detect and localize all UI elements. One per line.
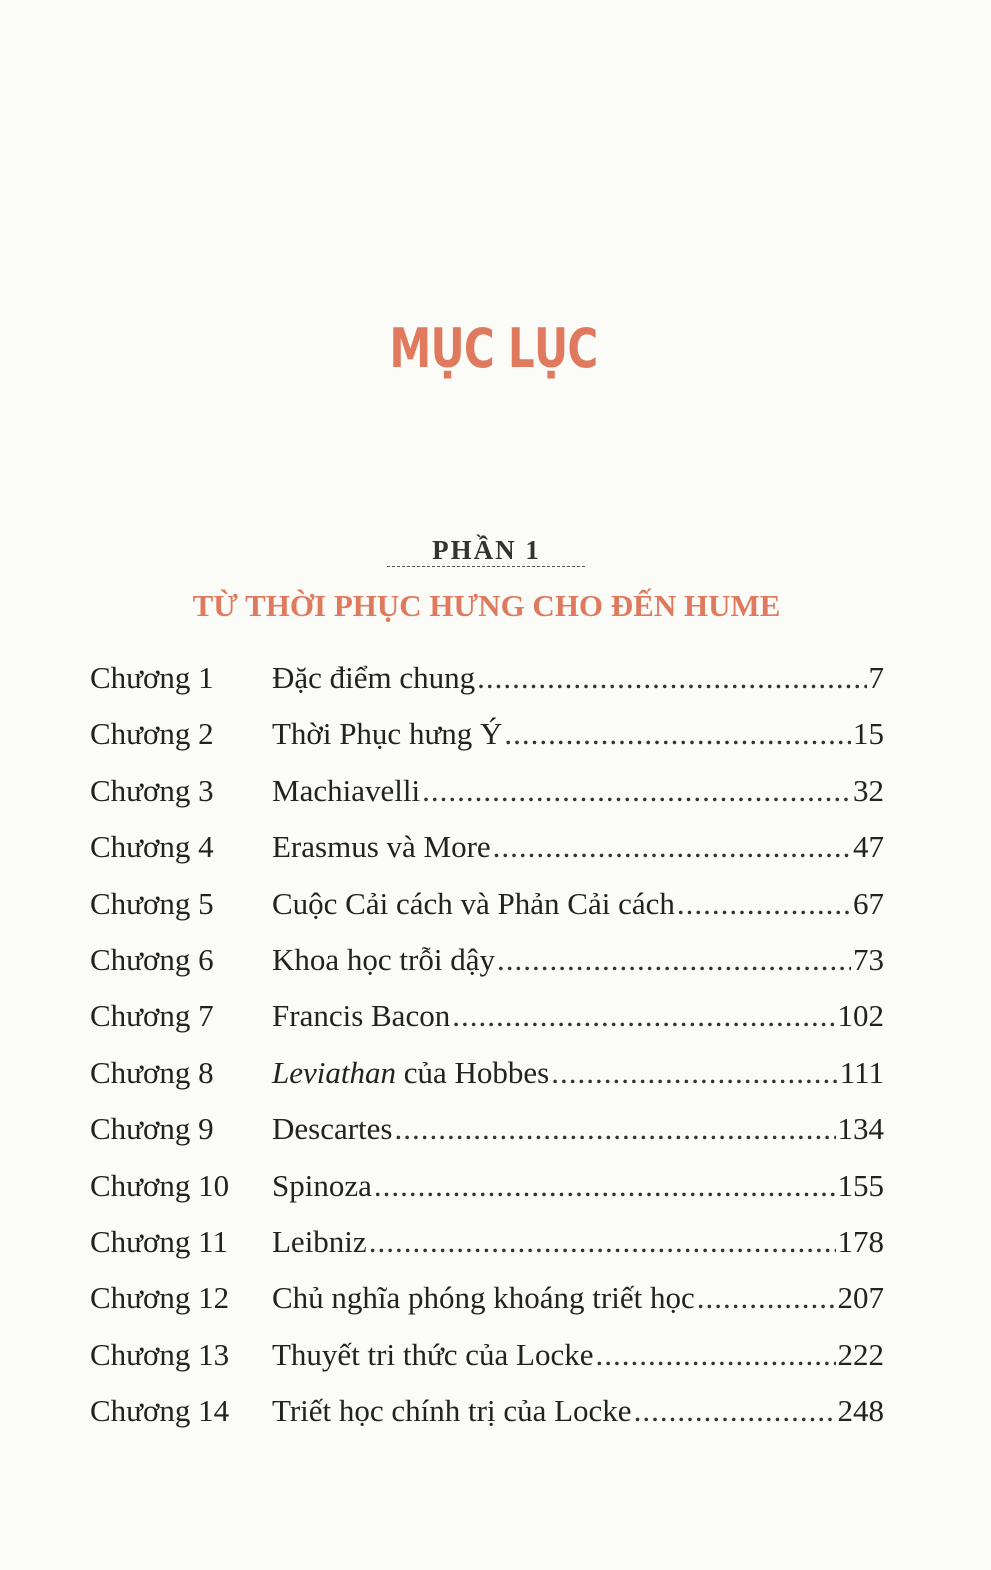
chapter-title — [272, 988, 450, 1044]
chapter-title-text: Thời Phục hưng Ý — [272, 716, 503, 752]
chapter-title — [272, 1270, 695, 1326]
dot-leader — [395, 1101, 836, 1157]
chapter-title — [272, 763, 420, 819]
dot-leader — [697, 1270, 836, 1326]
chapter-page: 178 — [837, 1223, 884, 1259]
chapter-number: Chương 2 — [90, 716, 214, 752]
chapter-title-italic: Leviathan — [272, 1054, 396, 1090]
chapter-number: Chương 12 — [90, 1280, 230, 1316]
chapter-page: 155 — [837, 1167, 884, 1203]
chapter-title-text: Leibniz — [272, 1223, 367, 1259]
part-label: PHẦN 1 — [432, 535, 541, 565]
chapter-number: Chương 1 — [90, 660, 214, 695]
chapter-page: 67 — [853, 885, 884, 921]
dot-leader — [422, 763, 851, 819]
dot-leader — [493, 819, 851, 875]
chapter-title-text: Triết học chính trị của Locke — [272, 1393, 632, 1429]
chapter-title — [272, 1101, 393, 1157]
dot-leader — [596, 1327, 836, 1383]
chapter-page: 222 — [837, 1336, 884, 1372]
chapter-title-text: Chủ nghĩa phóng khoáng triết học — [272, 1280, 695, 1316]
toc-entry[interactable] — [90, 932, 884, 988]
toc-entry[interactable] — [90, 763, 884, 819]
dot-leader — [497, 932, 851, 988]
chapter-title — [272, 1214, 367, 1270]
chapter-title-text: Đặc điểm chung — [272, 660, 476, 695]
chapter-title-text: Khoa học trỗi dậy — [272, 941, 495, 977]
toc-entry[interactable] — [90, 1101, 884, 1157]
chapter-title — [272, 932, 495, 988]
dot-leader — [477, 650, 866, 706]
chapter-title — [272, 819, 491, 875]
toc-entry[interactable] — [90, 1158, 884, 1214]
chapter-title-text: Erasmus và More — [272, 829, 491, 865]
chapter-number: Chương 13 — [90, 1336, 230, 1372]
dot-leader — [504, 706, 851, 762]
dot-leader — [677, 876, 851, 932]
toc-entry[interactable] — [90, 1270, 884, 1326]
chapter-page: 32 — [853, 772, 884, 808]
chapter-number: Chương 14 — [90, 1393, 230, 1429]
toc-entry[interactable] — [90, 876, 884, 932]
toc-entry[interactable] — [90, 819, 884, 875]
chapter-title-text: Machiavelli — [272, 772, 421, 808]
chapter-number: Chương 9 — [90, 1111, 214, 1147]
chapter-number: Chương 3 — [90, 772, 214, 808]
chapter-number: Chương 11 — [90, 1223, 228, 1259]
chapter-number: Chương 5 — [90, 885, 214, 921]
chapter-title — [272, 1383, 632, 1439]
chapter-title — [272, 650, 475, 706]
dot-leader — [634, 1383, 836, 1439]
toc-entry[interactable] — [90, 1383, 884, 1439]
chapter-page: 102 — [837, 998, 884, 1034]
chapter-page: 134 — [837, 1111, 884, 1147]
part-divider — [387, 566, 585, 567]
dot-leader — [452, 988, 835, 1044]
chapter-number: Chương 10 — [90, 1167, 230, 1203]
chapter-title-text: Francis Bacon — [272, 998, 451, 1034]
toc-entry[interactable] — [90, 706, 884, 762]
toc-entry[interactable] — [90, 1045, 884, 1101]
chapter-title — [272, 706, 502, 762]
chapter-page: 207 — [837, 1280, 884, 1316]
chapter-title-text: Cuộc Cải cách và Phản Cải cách — [272, 885, 675, 921]
chapter-number: Chương 7 — [90, 998, 214, 1034]
dot-leader — [369, 1214, 836, 1270]
toc-entry[interactable] — [90, 650, 884, 706]
chapter-page: 7 — [868, 660, 884, 695]
chapter-page: 47 — [853, 829, 884, 865]
dot-leader — [374, 1158, 836, 1214]
chapter-page: 15 — [853, 716, 884, 752]
table-of-contents — [90, 650, 884, 1439]
chapter-number: Chương 6 — [90, 941, 214, 977]
chapter-title-text: Spinoza — [272, 1167, 372, 1203]
chapter-number: Chương 8 — [90, 1054, 214, 1090]
chapter-title-text: Thuyết tri thức của Locke — [272, 1336, 594, 1372]
page-title: MỤC LỤC — [389, 317, 598, 380]
chapter-number: Chương 4 — [90, 829, 214, 865]
chapter-title-text: Descartes — [272, 1111, 393, 1147]
chapter-title — [272, 1045, 549, 1101]
chapter-page: 248 — [837, 1393, 884, 1429]
toc-entry[interactable] — [90, 1214, 884, 1270]
chapter-title-text: của Hobbes — [396, 1054, 550, 1090]
chapter-title — [272, 1158, 372, 1214]
toc-entry[interactable] — [90, 1327, 884, 1383]
part-title: TỪ THỜI PHỤC HƯNG CHO ĐẾN HUME — [192, 588, 781, 623]
chapter-title — [272, 876, 675, 932]
chapter-page: 73 — [853, 941, 884, 977]
toc-entry[interactable] — [90, 988, 884, 1044]
dot-leader — [551, 1045, 838, 1101]
chapter-page: 111 — [839, 1054, 884, 1090]
chapter-title — [272, 1327, 594, 1383]
